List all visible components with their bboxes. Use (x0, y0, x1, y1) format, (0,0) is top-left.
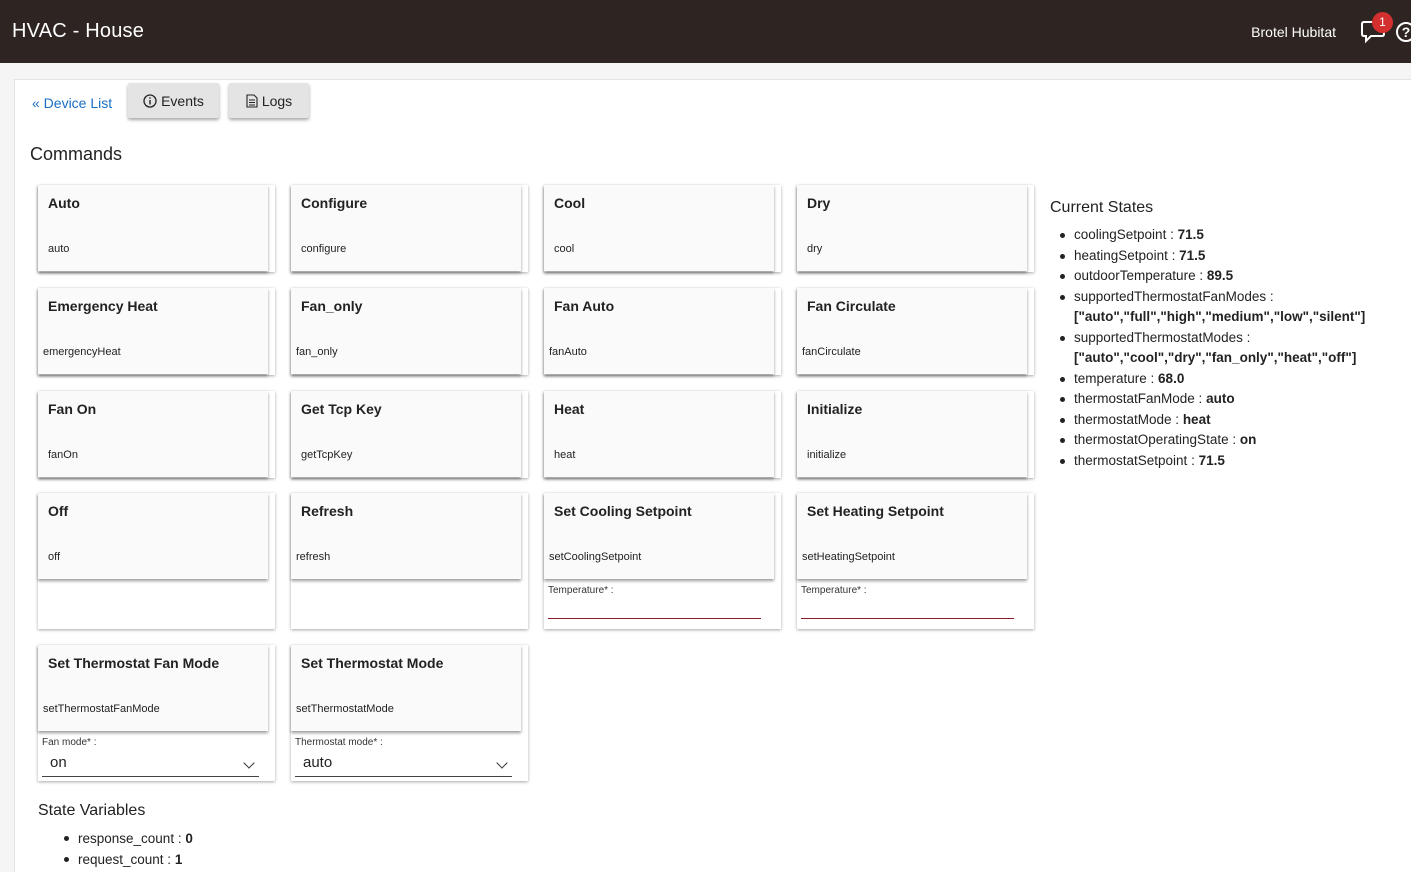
temperature-label: Temperature* : (801, 585, 867, 596)
chevron-down-icon (243, 757, 254, 768)
logs-label: Logs (261, 92, 293, 109)
command-button[interactable]: Refresh refresh (291, 493, 521, 579)
notification-badge[interactable]: 1 (1372, 12, 1393, 33)
page-title: HVAC - House (12, 20, 145, 42)
command-get-tcp-key (291, 391, 528, 478)
command-fan-auto (544, 288, 781, 375)
cooling-temperature-input[interactable] (548, 599, 761, 619)
state-item: supportedThermostatFanModes : ["auto","full","high","medium","low","silent"] (1074, 287, 1390, 328)
device-list-link[interactable]: « Device List (32, 95, 113, 111)
logs-button[interactable] (229, 83, 309, 118)
state-item: thermostatMode : heat (1074, 410, 1390, 431)
command-button[interactable]: Set Thermostat Fan Mode setThermostatFanMode (38, 645, 268, 731)
chevron-down-icon (496, 757, 507, 768)
command-cool (544, 185, 781, 272)
help-icon[interactable]: ? (1396, 22, 1411, 42)
heating-temperature-input[interactable] (801, 599, 1014, 619)
current-states-title: Current States (1050, 199, 1154, 216)
state-item: coolingSetpoint : 71.5 (1074, 225, 1390, 246)
variable-item: request_count : 1 (78, 849, 338, 870)
top-bar (0, 0, 1411, 63)
command-emergency-heat (38, 288, 275, 375)
thermostat-mode-label: Thermostat mode* : (295, 737, 383, 748)
state-item: thermostatOperatingState : on (1074, 430, 1390, 451)
state-variables-title: State Variables (38, 802, 146, 819)
current-states (1050, 199, 1390, 471)
command-button[interactable]: Fan On fanOn (38, 391, 268, 477)
command-button[interactable]: Set Cooling Setpoint setCoolingSetpoint (544, 493, 774, 579)
command-fan-on (38, 391, 275, 478)
command-heat (544, 391, 781, 478)
temperature-label: Temperature* : (548, 585, 614, 596)
command-off (38, 493, 275, 629)
fan-mode-value: on (50, 754, 67, 771)
fan-mode-select[interactable] (42, 751, 259, 777)
command-button[interactable]: Get Tcp Key getTcpKey (291, 391, 521, 477)
command-button[interactable]: Dry dry (797, 185, 1027, 271)
events-button[interactable] (128, 83, 219, 118)
command-set-thermostat-fan-mode (38, 645, 275, 781)
state-item: temperature : 68.0 (1074, 369, 1390, 390)
command-button[interactable]: Configure configure (291, 185, 521, 271)
command-button[interactable]: Fan Circulate fanCirculate (797, 288, 1027, 374)
command-button[interactable]: Fan Auto fanAuto (544, 288, 774, 374)
command-button[interactable]: Emergency Heat emergencyHeat (38, 288, 268, 374)
command-fan-only (291, 288, 528, 375)
state-item: outdoorTemperature : 89.5 (1074, 266, 1390, 287)
state-item: thermostatFanMode : auto (1074, 389, 1390, 410)
command-button[interactable]: Fan_only fan_only (291, 288, 521, 374)
command-set-heating-setpoint (797, 493, 1034, 629)
command-refresh (291, 493, 528, 629)
hub-name[interactable]: Brotel Hubitat (1251, 24, 1336, 40)
command-button[interactable]: Off off (38, 493, 268, 579)
fan-mode-label: Fan mode* : (42, 737, 97, 748)
command-fan-circulate (797, 288, 1034, 375)
state-item: supportedThermostatModes : ["auto","cool","dry","fan_only","heat","off"] (1074, 328, 1390, 369)
thermostat-mode-select[interactable] (295, 751, 512, 777)
command-set-cooling-setpoint (544, 493, 781, 629)
info-icon (143, 94, 157, 108)
variable-item: response_count : 0 (78, 828, 338, 849)
command-set-thermostat-mode (291, 645, 528, 781)
document-icon (246, 94, 258, 108)
command-configure (291, 185, 528, 272)
command-button[interactable]: Set Thermostat Mode setThermostatMode (291, 645, 521, 731)
command-dry (797, 185, 1034, 272)
command-button[interactable]: Auto auto (38, 185, 268, 271)
command-button[interactable]: Heat heat (544, 391, 774, 477)
commands-title: Commands (30, 144, 123, 164)
events-label: Events (161, 92, 204, 109)
state-item: heatingSetpoint : 71.5 (1074, 246, 1390, 267)
thermostat-mode-value: auto (303, 754, 333, 771)
state-variables (38, 802, 338, 870)
command-button[interactable]: Cool cool (544, 185, 774, 271)
command-auto (38, 185, 275, 272)
command-initialize (797, 391, 1034, 478)
state-item: thermostatSetpoint : 71.5 (1074, 451, 1390, 472)
command-button[interactable]: Initialize initialize (797, 391, 1027, 477)
command-button[interactable]: Set Heating Setpoint setHeatingSetpoint (797, 493, 1027, 579)
